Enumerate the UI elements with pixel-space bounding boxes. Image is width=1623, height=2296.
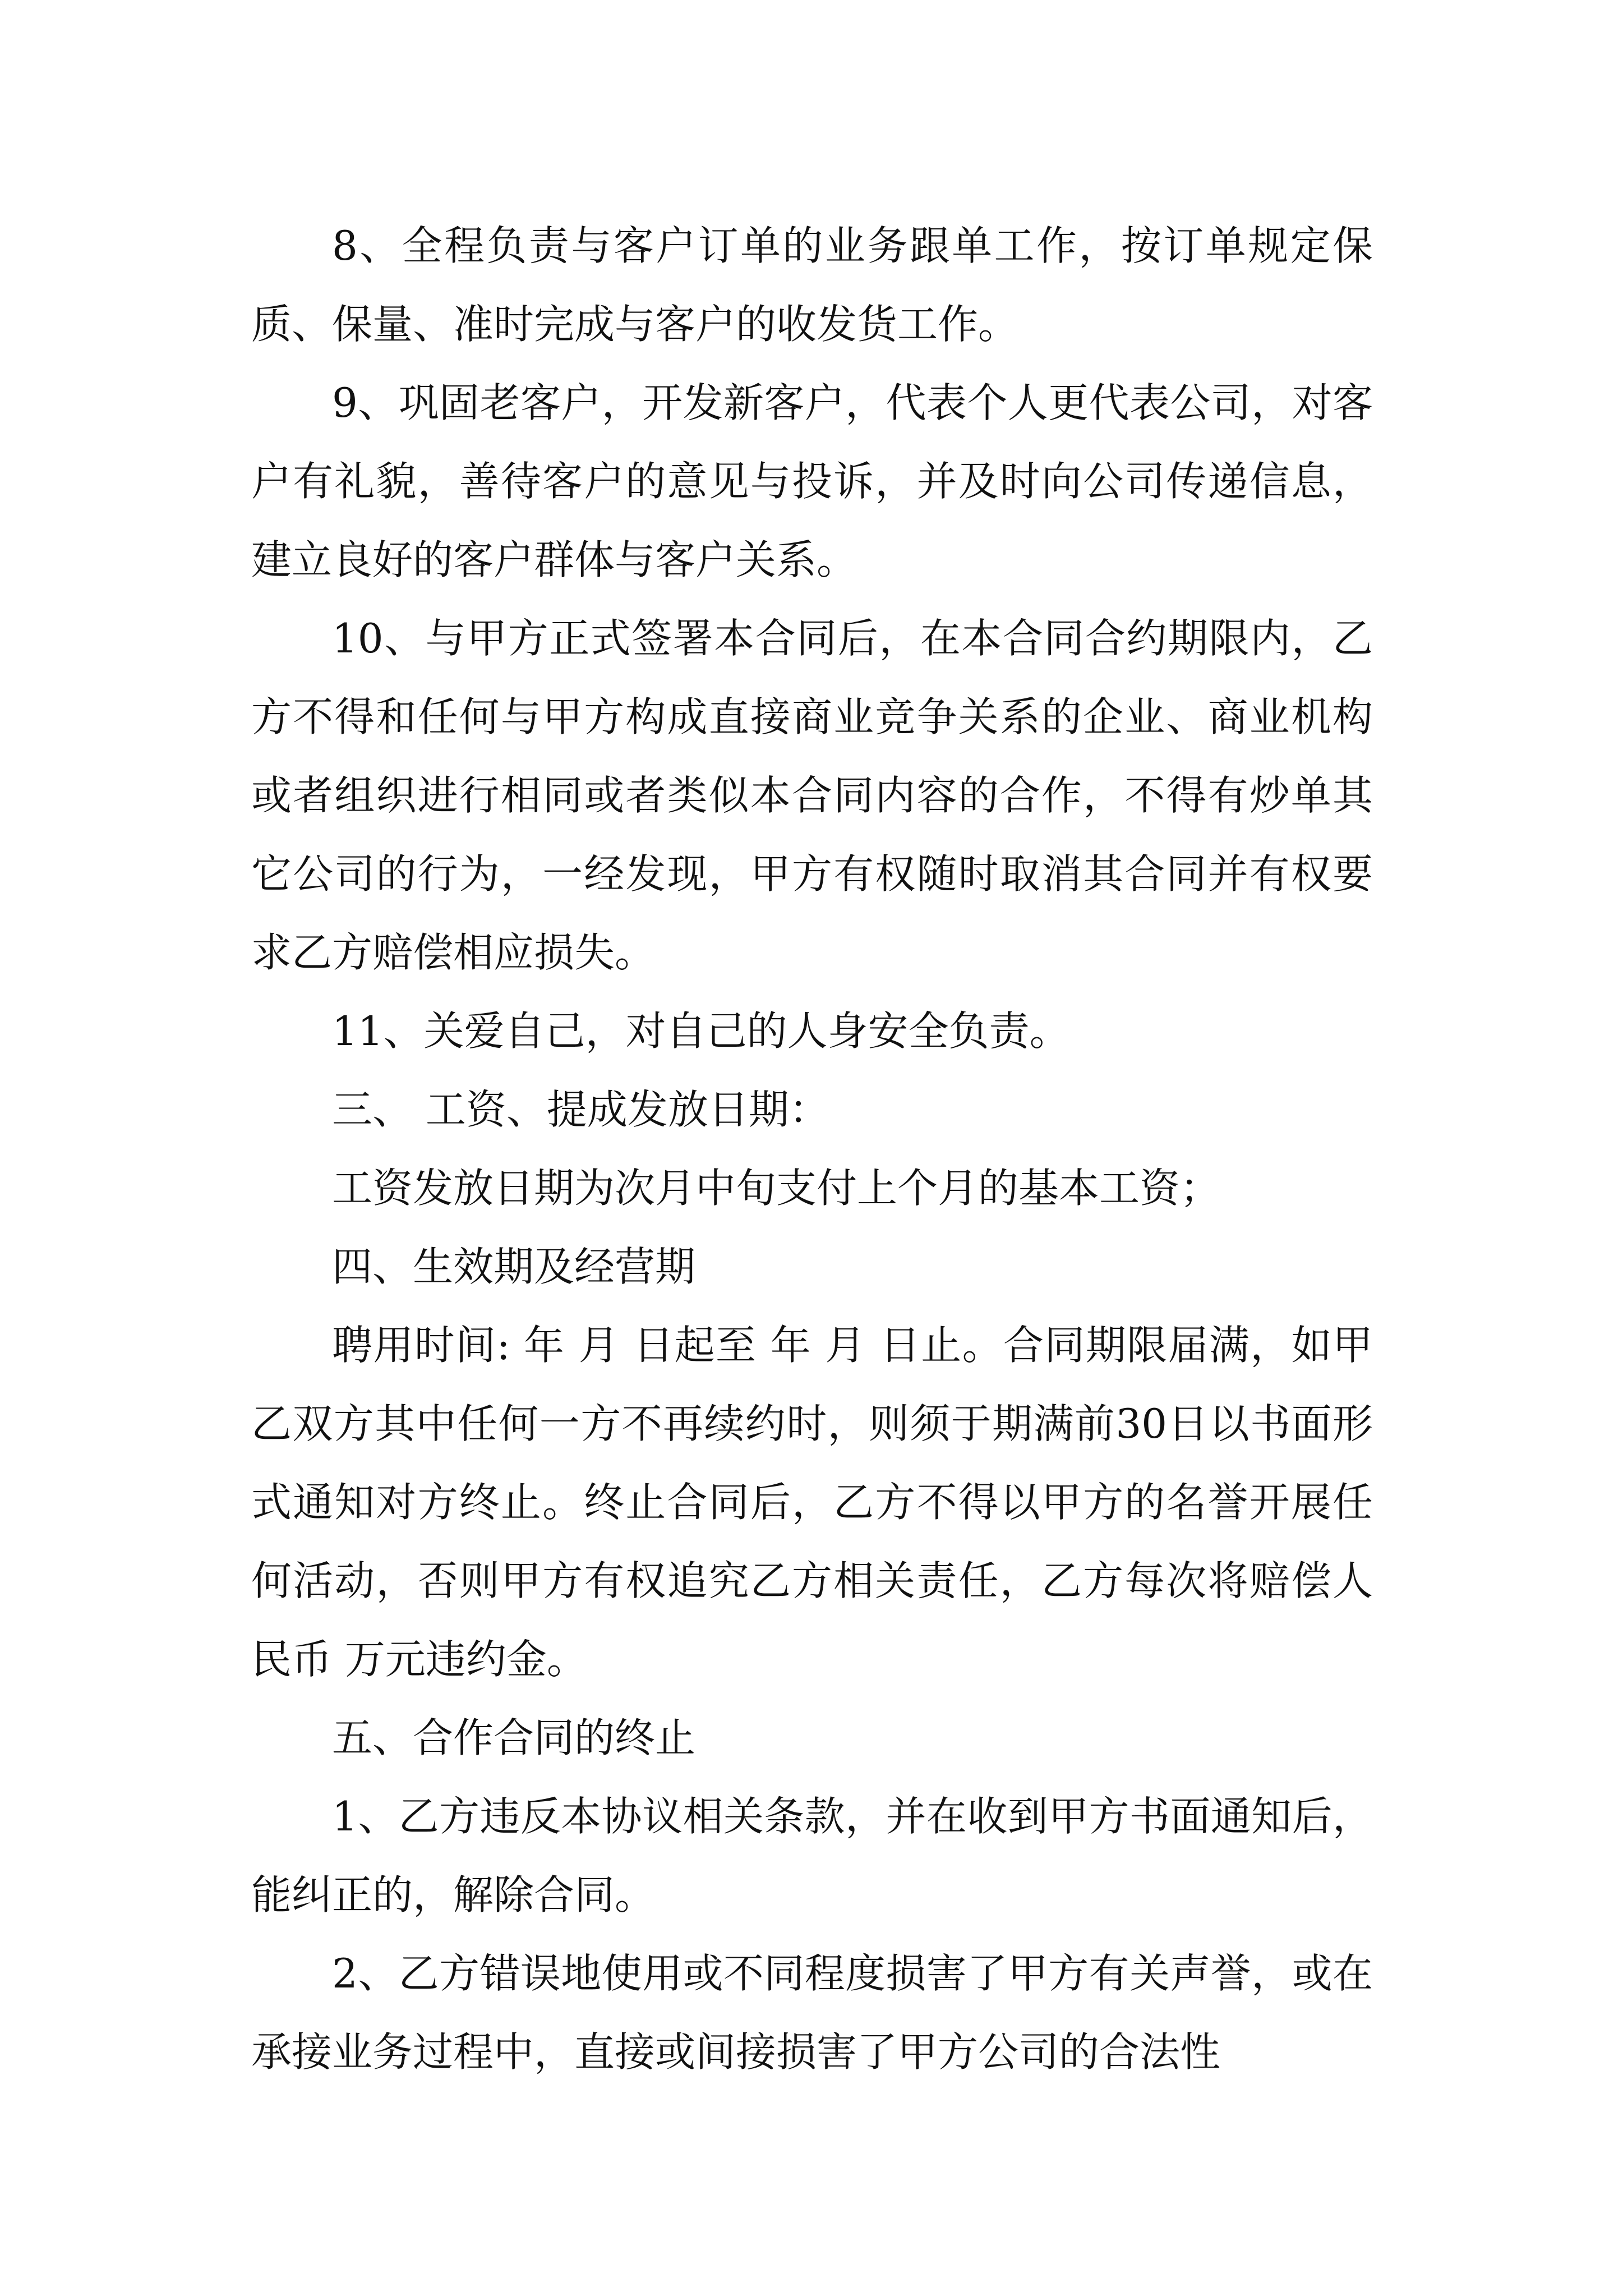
paragraph-termination-2: 2、乙方错误地使用或不同程度损害了甲方有关声誉，或在承接业务过程中，直接或间接损害了甲方公司的合法性 xyxy=(251,1950,1373,2076)
paragraph-item-9: 9、巩固老客户，开发新客户，代表个人更代表公司，对客户有礼貌，善待客户的意见与投诉，并及时向公司传递信息，建立良好的客户群体与客户关系。 xyxy=(251,379,1373,583)
section-heading-3: 三、 工资、提成发放日期： xyxy=(332,1086,829,1133)
paragraph-wage-date: 工资发放日期为次月中旬支付上个月的基本工资； xyxy=(332,1165,1221,1212)
paragraph-item-8: 8、全程负责与客户订单的业务跟单工作，按订单规定保质、保量、准时完成与客户的收发货工作。 xyxy=(251,222,1373,348)
paragraph-term: 聘用时间: 年 月 日起至 年 月 日止。合同期限届满，如甲乙双方其中任何一方不再续约时，则须于期满前30日以书面形式通知对方终止。终止合同后，乙方不得以甲方的名誉开展任何活动，否则甲方有权追究乙方相关责任，乙方每次将赔偿人民币 万元违约金。 xyxy=(251,1322,1373,1683)
section-heading-5: 五、合作合同的终止 xyxy=(332,1714,696,1761)
document-body xyxy=(251,206,1373,2091)
paragraph-item-10: 10、与甲方正式签署本合同后，在本合同合约期限内，乙方不得和任何与甲方构成直接商业竞争关系的企业、商业机构或者组织进行相同或者类似本合同内容的合作，不得有炒单其它公司的行为，一经发现，甲方有权随时取消其合同并有权要求乙方赔偿相应损失。 xyxy=(251,615,1373,976)
paragraph-item-11: 11、关爱自己，对自己的人身安全负责。 xyxy=(332,1007,1070,1055)
section-heading-4: 四、生效期及经营期 xyxy=(332,1243,696,1290)
paragraph-termination-1: 1、乙方违反本协议相关条款，并在收到甲方书面通知后，能纠正的，解除合同。 xyxy=(251,1793,1373,1918)
